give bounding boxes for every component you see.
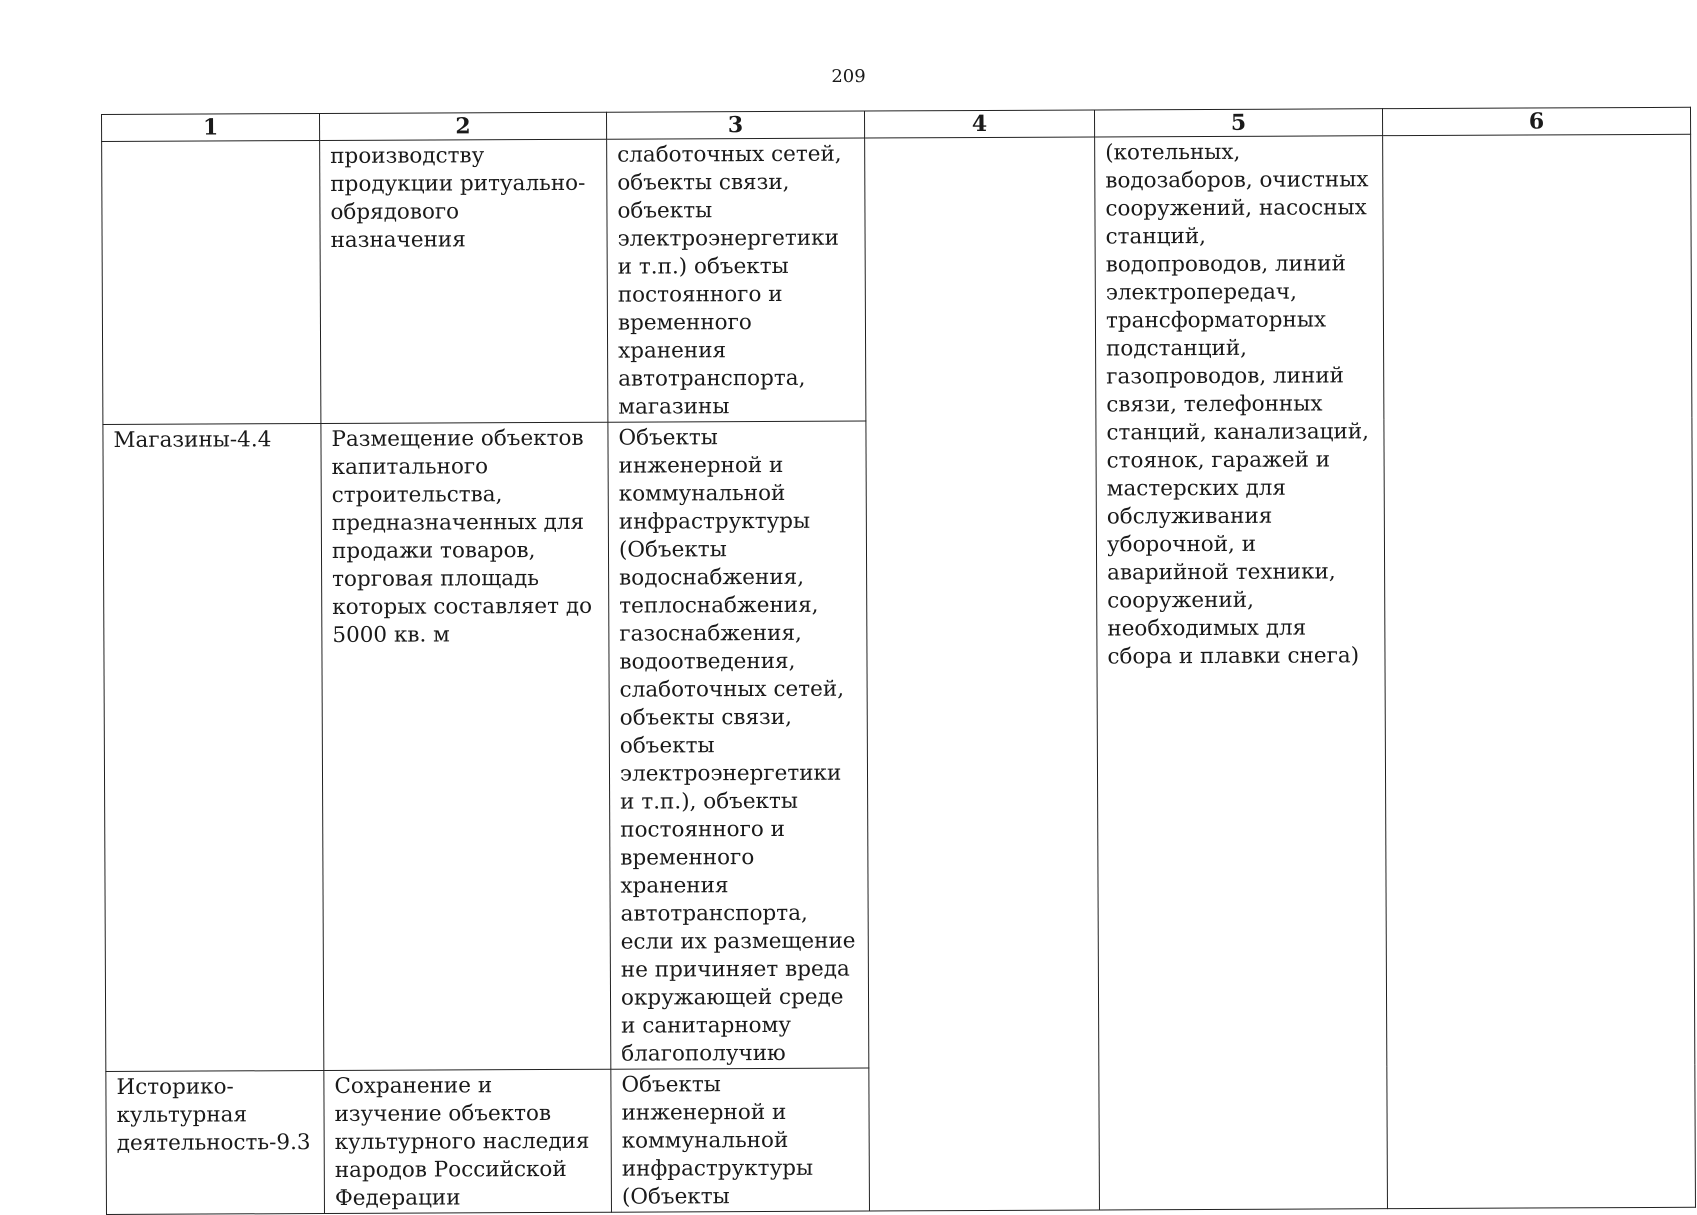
cell-auxiliary-uses: Объекты инженерной и коммунальной инфраструктуры (Объекты водоснабжения, теплоснабжения, газоснабжения, водоотведения, слаботочных сетей, объекты связи, объекты электроэнергетики и т.п.), объекты постоянного и временного хранения автотранспорта, если их размещение не причиняет вреда окружающей среде и санитарному благополучию <box>608 421 869 1069</box>
page-number: 209 <box>831 66 866 87</box>
column-header-1: 1 <box>102 114 320 142</box>
cell-column-4 <box>865 137 1100 1211</box>
cell-auxiliary-uses: Объекты инженерной и коммунальной инфраструктуры (Объекты <box>611 1068 870 1212</box>
column-header-3: 3 <box>606 111 864 139</box>
cell-land-use-type: Магазины-4.4 <box>103 424 324 1072</box>
column-header-5: 5 <box>1094 109 1382 137</box>
table-row <box>102 134 1692 424</box>
column-header-6: 6 <box>1382 107 1690 135</box>
column-header-2: 2 <box>320 112 607 140</box>
cell-land-use-type <box>102 141 321 425</box>
cell-column-5: (котельных, водозаборов, очистных сооружений, насосных станций, водопроводов, линий электропередач, трансформаторных подстанций, газопроводов, линий связи, телефонных станций, канализаций, стоянок, гаражей и мастерских для обслуживания уборочной, и аварийной техники, сооружений, необходимых для сбора и плавки снега) <box>1095 136 1388 1210</box>
cell-land-use-type: Историко-культурная деятельность-9.3 <box>106 1070 325 1214</box>
document-table <box>101 107 1696 1215</box>
cell-column-6 <box>1383 134 1696 1208</box>
cell-description: Сохранение и изучение объектов культурного наследия народов Российской Федерации <box>324 1069 612 1213</box>
cell-description: Размещение объектов капитального строительства, предназначенных для продажи товаров, торговая площадь которых составляет до 5000 кв. м <box>321 422 611 1070</box>
cell-auxiliary-uses: слаботочных сетей, объекты связи, объекты электроэнергетики и т.п.) объекты постоянного и временного хранения автотранспорта, магазины <box>607 138 866 422</box>
cell-description: производству продукции ритуально-обрядового назначения <box>320 139 608 423</box>
column-header-4: 4 <box>864 110 1094 138</box>
